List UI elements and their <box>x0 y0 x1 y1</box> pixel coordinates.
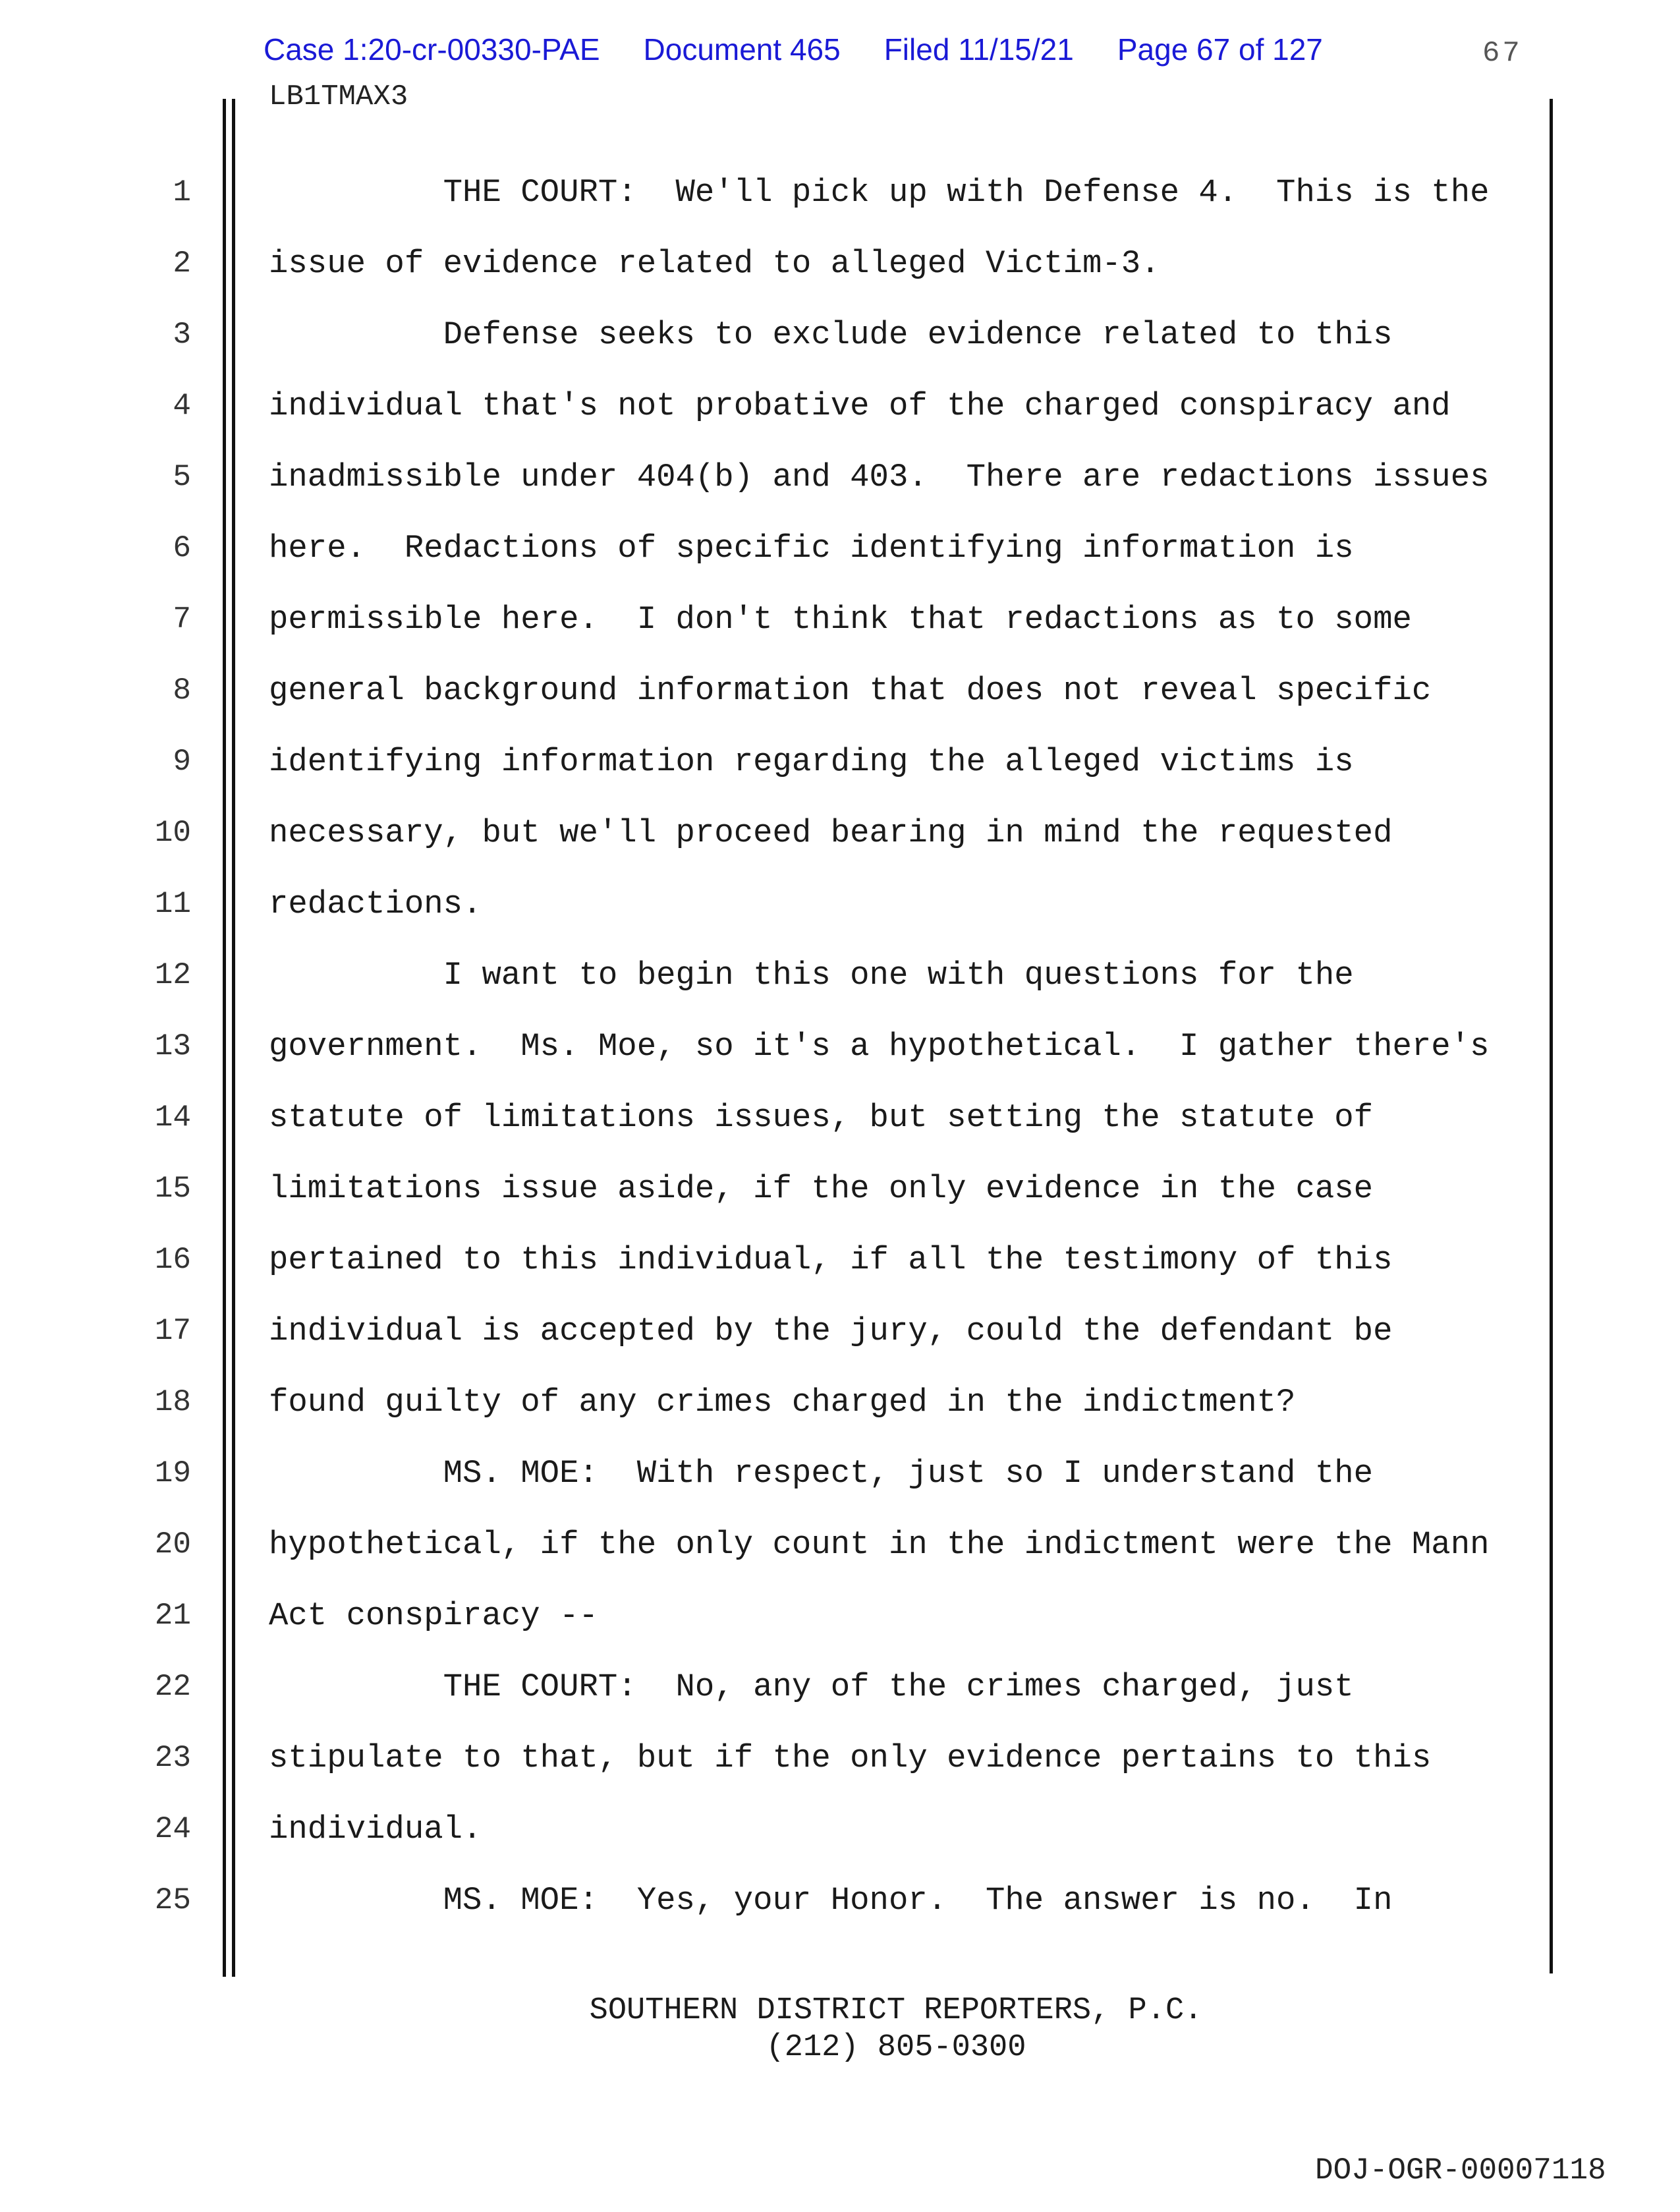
line-number: 6 <box>173 531 191 565</box>
transcript-line: individual that's not probative of the charged conspiracy and <box>269 387 1451 424</box>
transcript-line: individual is accepted by the jury, could the defendant be <box>269 1313 1393 1349</box>
case-number: Case 1:20-cr-00330-PAE <box>264 32 600 67</box>
line-number: 24 <box>154 1812 191 1846</box>
line-number: 13 <box>154 1029 191 1063</box>
line-number: 10 <box>154 816 191 850</box>
line-number: 7 <box>173 602 191 637</box>
line-number: 17 <box>154 1314 191 1348</box>
transcript-line: statute of limitations issues, but setting the statute of <box>269 1099 1374 1136</box>
filed-date: Filed 11/15/21 <box>883 32 1074 67</box>
transcript-line: Act conspiracy -- <box>269 1597 598 1634</box>
transcript-line: MS. MOE: Yes, your Honor. The answer is no. In <box>269 1882 1393 1919</box>
filing-header <box>264 32 1323 67</box>
transcript-line: THE COURT: We'll pick up with Defense 4. This is the <box>269 174 1490 211</box>
line-number: 16 <box>154 1243 191 1277</box>
transcript-line: identifying information regarding the alleged victims is <box>269 743 1354 780</box>
line-number: 14 <box>154 1100 191 1135</box>
transcript-line: here. Redactions of specific identifying information is <box>269 530 1354 567</box>
line-number: 4 <box>173 389 191 423</box>
line-number: 20 <box>154 1527 191 1562</box>
transcript-line: redactions. <box>269 886 482 922</box>
left-margin-rule-outer <box>223 99 226 1977</box>
line-number-column <box>132 169 191 1948</box>
transcript-line: stipulate to that, but if the only evidence pertains to this <box>269 1740 1432 1776</box>
line-number: 9 <box>173 745 191 779</box>
line-number: 11 <box>154 887 191 921</box>
transcript-line: government. Ms. Moe, so it's a hypothetical. I gather there's <box>269 1028 1490 1065</box>
transcript-line: inadmissible under 404(b) and 403. There are redactions issues <box>269 459 1490 496</box>
transcript-line: found guilty of any crimes charged in the indictment? <box>269 1384 1296 1421</box>
transcript-line: MS. MOE: With respect, just so I understand the <box>269 1455 1374 1492</box>
line-number: 2 <box>173 246 191 281</box>
line-number: 18 <box>154 1385 191 1419</box>
transcript-body <box>269 169 1547 1948</box>
transcript-line: hypothetical, if the only count in the indictment were the Mann <box>269 1526 1490 1563</box>
transcript-code: LB1TMAX3 <box>269 80 408 113</box>
page-number: 67 <box>1482 37 1523 70</box>
line-number: 1 <box>173 175 191 210</box>
transcript-line: permissible here. I don't think that redactions as to some <box>269 601 1412 638</box>
line-number: 15 <box>154 1172 191 1206</box>
reporter-footer <box>0 1993 1680 2066</box>
line-number: 8 <box>173 673 191 708</box>
transcript-line: necessary, but we'll proceed bearing in mind the requested <box>269 814 1393 851</box>
left-margin-rule-inner <box>232 99 235 1977</box>
line-number: 3 <box>173 318 191 352</box>
transcript-line: Defense seeks to exclude evidence related to this <box>269 316 1393 353</box>
reporter-phone: (212) 805-0300 <box>766 2030 1026 2065</box>
line-number: 22 <box>154 1670 191 1704</box>
transcript-line: limitations issue aside, if the only evidence in the case <box>269 1170 1374 1207</box>
transcript-line: individual. <box>269 1811 482 1848</box>
transcript-line: THE COURT: No, any of the crimes charged, just <box>269 1668 1354 1705</box>
transcript-line: issue of evidence related to alleged Victim-3. <box>269 245 1160 282</box>
line-number: 5 <box>173 460 191 494</box>
bates-number: DOJ-OGR-00007118 <box>1315 2153 1606 2188</box>
right-margin-rule <box>1550 99 1553 1973</box>
transcript-line: pertained to this individual, if all the testimony of this <box>269 1241 1393 1278</box>
transcript-line: general background information that does not reveal specific <box>269 672 1432 709</box>
line-number: 19 <box>154 1456 191 1490</box>
transcript-line: I want to begin this one with questions for the <box>269 957 1354 994</box>
reporter-name: SOUTHERN DISTRICT REPORTERS, P.C. <box>589 1993 1203 2028</box>
line-number: 12 <box>154 958 191 992</box>
line-number: 25 <box>154 1883 191 1917</box>
page-of-total: Page 67 of 127 <box>1117 32 1323 67</box>
line-number: 21 <box>154 1599 191 1633</box>
line-number: 23 <box>154 1741 191 1775</box>
document-number: Document 465 <box>643 32 841 67</box>
